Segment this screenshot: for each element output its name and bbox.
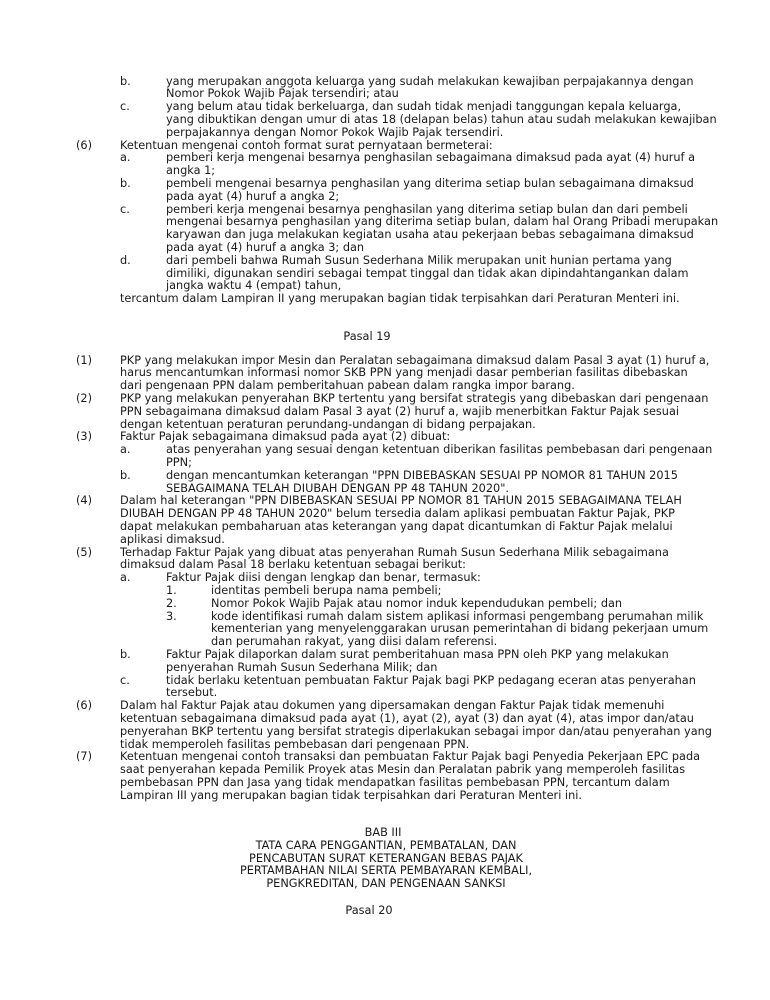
item-text: kementerian yang menyelenggarakan urusan pemerintahan di bidang pekerjaan umum — [211, 622, 709, 636]
item-number: b. — [120, 74, 131, 88]
item-number: b. — [120, 468, 131, 482]
item-number: (2) — [76, 391, 93, 405]
text-line — [0, 127, 770, 140]
item-text: yang merupakan anggota keluarga yang sudah melakukan kewajiban perpajakannya dengan — [166, 74, 694, 88]
list-item — [0, 76, 770, 102]
paragraph — [0, 393, 770, 431]
list-item — [0, 101, 770, 139]
text-line — [0, 393, 770, 406]
item-text: dari pengenaan PPN dalam pemberitahuan pabean dalam rangka impor barang. — [120, 379, 575, 393]
item-text: Terhadap Faktur Pajak yang dibuat atas penyerahan Rumah Susun Sederhana Milik sebagaimana — [120, 545, 669, 559]
sub-list-item — [0, 598, 770, 611]
item-number: c. — [120, 202, 130, 216]
list-item — [0, 204, 770, 255]
list-item — [0, 152, 770, 178]
item-text: identitas pembeli berupa nama pembeli; — [211, 583, 442, 597]
item-text: Faktur Pajak dilaporkan dalam surat pemberitahuan masa PPN oleh PKP yang melakukan — [166, 647, 669, 661]
item-text: tidak memperoleh fasilitas pembebasan dari pengenaan PPN. — [120, 737, 470, 751]
item-number: c. — [120, 100, 130, 114]
item-number: (5) — [76, 545, 93, 559]
text-line — [0, 534, 770, 547]
item-text: kode identifikasi rumah dalam sistem aplikasi informasi pengembang perumahan milik — [211, 609, 704, 623]
item-text: yang dibuktikan dengan umur di atas 18 (delapan belas) tahun atau sudah melakukan kewajiban — [166, 112, 717, 126]
item-number: (4) — [76, 494, 93, 508]
text-line — [0, 191, 770, 204]
text-line — [0, 598, 770, 611]
item-text: Faktur Pajak sebagaimana dimaksud pada ayat (2) dibuat: — [120, 430, 451, 444]
item-text: pembebasan PPN dan Jasa yang tidak mendapatkan fasilitas pembebasan PPN, tercantum dalam — [120, 775, 670, 789]
text-line — [0, 470, 770, 483]
sub-list-item — [0, 611, 770, 649]
item-text: Faktur Pajak diisi dengan lengkap dan benar, termasuk: — [166, 571, 481, 585]
item-text: tercantum dalam Lampiran II yang merupakan bagian tidak terpisahkan dari Peraturan Menteri ini. — [120, 292, 680, 306]
text-line — [0, 114, 770, 127]
bab-subtitle-line: PENCABUTAN SURAT KETERANGAN BEBAS PAJAK — [249, 851, 523, 865]
paragraph — [0, 495, 770, 546]
text-line — [0, 406, 770, 419]
paragraph — [0, 700, 770, 751]
item-text: ketentuan sebagaimana dimaksud pada ayat (1), ayat (2), ayat (3) dan ayat (4), atas impor dan/atau — [120, 711, 694, 725]
text-line — [0, 764, 770, 777]
text-line — [0, 242, 770, 255]
item-text: Nomor Pokok Wajib Pajak tersendiri; atau — [166, 87, 399, 101]
text-line — [0, 662, 770, 675]
text-line — [0, 649, 770, 662]
item-number: (6) — [76, 138, 93, 152]
item-text: DIUBAH DENGAN PP 48 TAHUN 2020" belum tersedia dalam aplikasi pembuatan Faktur Pajak, PKP — [120, 507, 675, 521]
item-text: dan perumahan rakyat, yang diisi dalam referensi. — [211, 635, 498, 649]
item-text: Dalam hal Faktur Pajak atau dokumen yang dipersamakan dengan Faktur Pajak tidak memenuhi — [120, 699, 665, 713]
paragraph — [0, 751, 770, 802]
item-number: (7) — [76, 750, 93, 764]
item-text: angka 1; — [166, 164, 216, 178]
item-text: Nomor Pokok Wajib Pajak atau nomor induk kependudukan pembeli; dan — [211, 596, 623, 610]
item-text: PKP yang melakukan penyerahan BKP tertentu yang bersifat strategis yang dibebaskan dari pengenaan — [120, 391, 709, 405]
item-text: Lampiran III yang merupakan bagian tidak terpisahkan dari Peraturan Menteri ini. — [120, 788, 582, 802]
item-number: (1) — [76, 353, 93, 367]
text-line — [0, 268, 770, 281]
item-text: PKP yang melakukan impor Mesin dan Peralatan sebagaimana dimaksud dalam Pasal 3 ayat (1) huruf a, — [120, 353, 710, 367]
paragraph — [0, 547, 770, 573]
bab-title: BAB III — [364, 826, 402, 839]
item-text: dengan mencantumkan keterangan "PPN DIBEBASKAN SESUAI PP NOMOR 81 TAHUN 2015 — [166, 468, 678, 482]
item-text: dimiliki, digunakan sendiri sebagai tempat tinggal dan tidak akan dipindahtangankan dalam — [166, 266, 689, 280]
item-text: Ketentuan mengenai contoh format surat pernyataan bermeterai: — [120, 138, 493, 152]
pasal-19-body — [0, 355, 770, 803]
item-text: pemberi kerja mengenai besarnya penghasilan sebagaimana dimaksud pada ayat (4) huruf a — [166, 151, 696, 165]
item-text: penyerahan Rumah Susun Sederhana Milik; dan — [166, 660, 438, 674]
item-text: Ketentuan mengenai contoh transaksi dan pembuatan Faktur Pajak bagi Penyedia Pekerjaan EPC pada — [120, 750, 701, 764]
item-text: dapat melakukan pembaharuan atas keterangan yang dapat dicantumkan di Faktur Pajak melalui — [120, 519, 673, 533]
item-text: mengenai besarnya penghasilan yang diterima setiap bulan, dalam hal Orang Pribadi merupakan — [166, 215, 719, 229]
item-text: pembeli mengenai besarnya penghasilan yang diterima setiap bulan sebagaimana dimaksud — [166, 176, 694, 190]
item-number: 2. — [166, 596, 177, 610]
item-number: 1. — [166, 583, 177, 597]
item-text: tersebut. — [166, 686, 218, 700]
item-text: saat penyerahan kepada Pemilik Proyek atas Mesin dan Peralatan pabrik yang memperoleh fasilitas — [120, 763, 686, 777]
item-text: PPN; — [166, 455, 192, 469]
item-number: (6) — [76, 699, 93, 713]
item-number: a. — [120, 443, 131, 457]
bab-subtitle-line: TATA CARA PENGGANTIAN, PEMBATALAN, DAN — [255, 838, 517, 852]
item-text: pemberi kerja mengenai besarnya penghasilan yang diterima setiap bulan dan dari pembeli — [166, 202, 688, 216]
item-text: penyerahan BKP tertentu yang bersifat strategis diperlakukan sebagai impor dan/atau penyerahan yang — [120, 724, 712, 738]
text-line — [0, 726, 770, 739]
item-number: d. — [120, 253, 131, 267]
item-text: yang belum atau tidak berkeluarga, dan sudah tidak menjadi tanggungan kepala keluarga, — [166, 100, 682, 114]
text-line — [0, 444, 770, 457]
bab-subtitle-line: PENGKREDITAN, DAN PENGENAAN SANKSI — [266, 877, 506, 891]
list-item — [0, 675, 770, 701]
item-number: (3) — [76, 430, 93, 444]
item-number: a. — [120, 571, 131, 585]
text-line — [0, 790, 770, 803]
item-text: harus mencantumkan informasi nomor SKB PPN yang menjadi dasar pemberian fasilitas dibebaskan — [120, 366, 688, 380]
item-text: pada ayat (4) huruf a angka 3; dan — [166, 240, 365, 254]
text-line — [0, 229, 770, 242]
list-item — [0, 470, 770, 496]
text-line — [0, 636, 770, 649]
item-text: pada ayat (4) huruf a angka 2; — [166, 189, 340, 203]
text-line — [0, 521, 770, 534]
item-number: 3. — [166, 609, 177, 623]
paragraph — [0, 355, 770, 393]
item-number: a. — [120, 151, 131, 165]
item-text: jangka waktu 4 (empat) tahun, — [166, 279, 342, 293]
sub-list-item — [0, 585, 770, 598]
item-text: dengan ketentuan peraturan perundang-undangan di bidang perpajakan. — [120, 417, 536, 431]
item-text: Dalam hal keterangan "PPN DIBEBASKAN SESUAI PP NOMOR 81 TAHUN 2015 SEBAGAIMANA TELAH — [120, 494, 682, 508]
item-number: b. — [120, 647, 131, 661]
item-text: aplikasi dimaksud. — [120, 532, 225, 546]
item-text: dari pembeli bahwa Rumah Susun Sederhana Milik merupakan unit hunian pertama yang — [166, 253, 672, 267]
item-text: PPN sebagaimana dimaksud dalam Pasal 3 ayat (2) huruf a, wajib menerbitkan Faktur Pajak sesuai — [120, 404, 680, 418]
text-line — [0, 777, 770, 790]
text-line — [0, 585, 770, 598]
list-item — [0, 178, 770, 204]
text-line — [0, 255, 770, 268]
item-number: c. — [120, 673, 130, 687]
list-item — [0, 444, 770, 470]
paragraph — [0, 293, 770, 306]
list-item — [0, 255, 770, 293]
text-line — [0, 293, 770, 306]
text-line — [0, 713, 770, 726]
section-continuation — [0, 76, 770, 306]
text-line — [0, 152, 770, 165]
item-text: perpajakannya dengan Nomor Pokok Wajib Pajak tersendiri. — [166, 125, 504, 139]
item-text: dimaksud dalam Pasal 18 berlaku ketentuan sebagai berikut: — [120, 558, 466, 572]
item-number: b. — [120, 176, 131, 190]
item-text: SEBAGAIMANA TELAH DIUBAH DENGAN PP 48 TAHUN 2020". — [166, 481, 509, 495]
text-line — [0, 178, 770, 191]
list-item — [0, 649, 770, 675]
item-text: tidak berlaku ketentuan pembuatan Faktur Pajak bagi PKP pedagang eceran atas penyerahan — [166, 673, 696, 687]
text-line — [0, 700, 770, 713]
bab-subtitle-line: PERTAMBAHAN NILAI SERTA PEMBAYARAN KEMBALI, — [239, 864, 533, 878]
text-line — [0, 675, 770, 688]
item-text: karyawan dan juga melakukan kegiatan usaha atau pekerjaan bebas sebagaimana dimaksud — [166, 228, 694, 242]
pasal-19-heading: Pasal 19 — [343, 330, 391, 343]
pasal-20-heading: Pasal 20 — [345, 904, 393, 917]
item-text: atas penyerahan yang sesuai dengan ketentuan diberikan fasilitas pembebasan dari pengenaan — [166, 443, 713, 457]
text-line — [0, 457, 770, 470]
